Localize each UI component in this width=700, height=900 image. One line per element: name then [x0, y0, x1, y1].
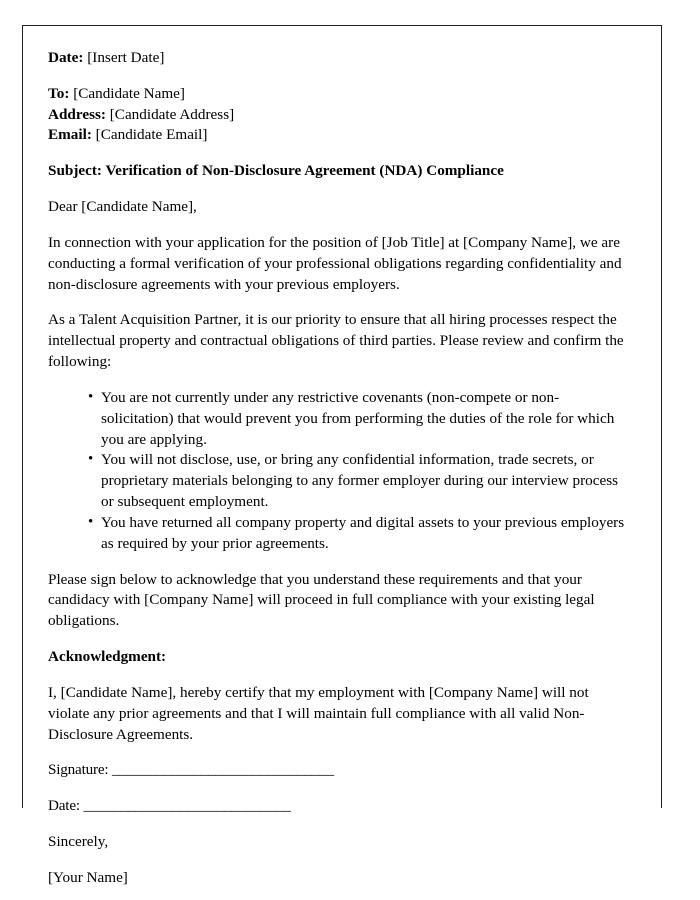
list-item: • You are not currently under any restrictive covenants (non-compete or non-solicitation) that would prevent you from performing the duties of the role for which you are applying.: [88, 388, 631, 450]
email-value: [Candidate Email]: [95, 126, 208, 144]
sign-request-paragraph: Please sign below to acknowledge that you understand these requirements and that your candidacy with [Company Name] will proceed in full compliance with your existing legal obligations.: [48, 570, 595, 630]
subject-line: Subject: Verification of Non-Disclosure Agreement (NDA) Compliance: [48, 162, 504, 180]
address-label: Address:: [48, 105, 106, 123]
recipient-block: [48, 84, 631, 146]
document-page: [22, 25, 662, 886]
purpose-paragraph: As a Talent Acquisition Partner, it is our priority to ensure that all hiring processes respect the intellectual property and contractual obligations of third parties. Please review and confirm the following:: [48, 311, 624, 371]
signature-field[interactable]: Signature: ______________________________: [48, 761, 334, 779]
date-label: Date:: [48, 49, 84, 66]
date-field[interactable]: Date: ____________________________: [48, 797, 291, 815]
to-label: To:: [48, 84, 70, 102]
to-value: [Candidate Name]: [73, 84, 185, 102]
email-label: Email:: [48, 126, 92, 144]
intro-paragraph: In connection with your application for the position of [Job Title] at [Company Name], we are conducting a formal verification of your professional obligations regarding confidentiality and non-disclosure agreements with your previous employers.: [48, 233, 622, 293]
recipient-to-line: [48, 84, 631, 105]
signer-name: [Your Name]: [48, 868, 128, 886]
closing-salutation: Sincerely,: [48, 833, 109, 851]
list-item: • You have returned all company property and digital assets to your previous employers as required by your prior agreements.: [88, 513, 631, 555]
acknowledgment-heading: Acknowledgment:: [48, 648, 167, 666]
document-body: [23, 26, 661, 889]
address-value: [Candidate Address]: [109, 105, 235, 123]
list-item: • You will not disclose, use, or bring any confidential information, trade secrets, or proprietary materials belonging to any former employer during our interview process or subsequent employment.: [88, 450, 631, 512]
salutation: Dear [Candidate Name],: [48, 198, 197, 216]
date-block: [48, 48, 631, 69]
confirmation-list: [48, 388, 631, 555]
recipient-address-line: [48, 105, 631, 126]
acknowledgment-paragraph: I, [Candidate Name], hereby certify that my employment with [Company Name] will not violate any prior agreements and that I will maintain full compliance with all valid Non-Disclosure Agreements.: [48, 683, 589, 743]
date-value: [Insert Date]: [87, 49, 165, 66]
recipient-email-line: [48, 125, 631, 146]
